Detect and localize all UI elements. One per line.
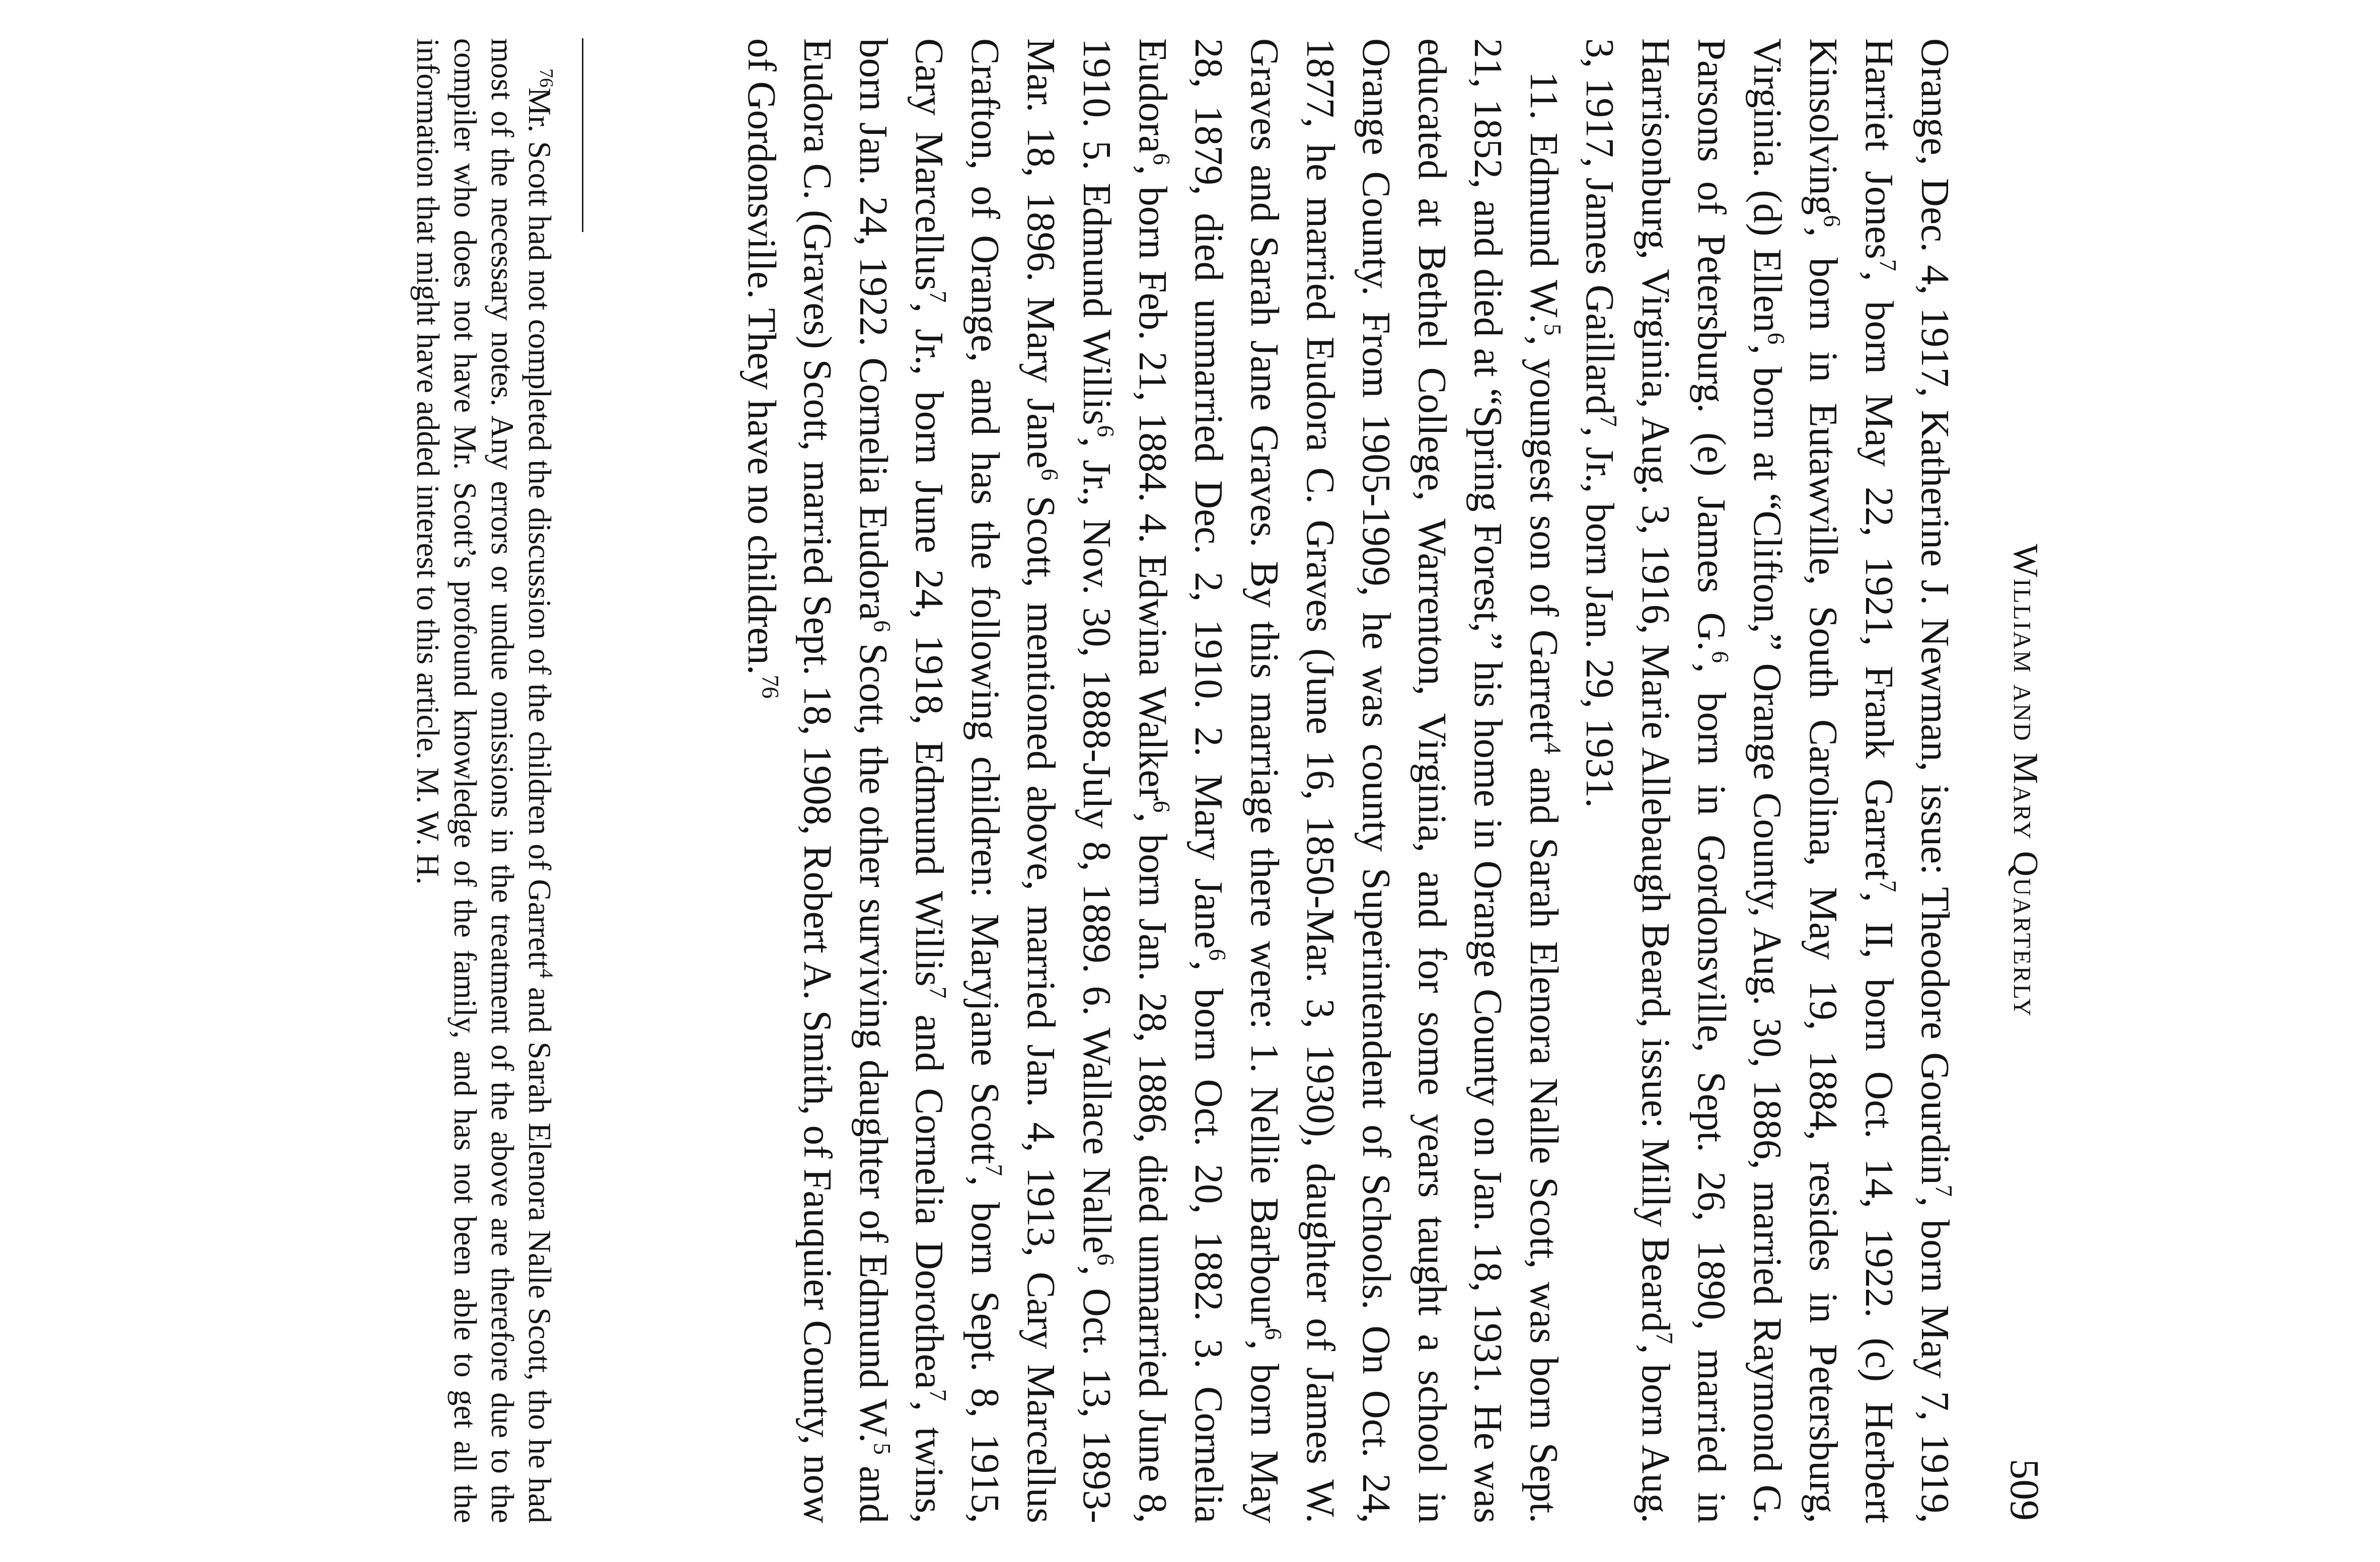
text-segment: , Jr., born June 24, 1918, Edmund Willis — [907, 303, 951, 987]
text-segment: , born May 7, 1919, Harriet Jones — [1857, 38, 1957, 1523]
text-segment: , Oct. 13, 1893-Mar. 18, 1896. Mary Jane — [1019, 38, 1119, 1524]
generation-superscript: 6 — [1092, 425, 1119, 437]
text-segment: , youngest son of Garrett — [1522, 335, 1566, 742]
text-segment: , born in Eutawville, South Carolina, May 19, 1884, resides in Petersburg, Virginia. (d) Ellen — [1745, 38, 1845, 1523]
text-segment: , born May 28, 1879, died unmarried Dec. 2, 1910. 2. Mary Jane — [1186, 38, 1286, 1523]
paragraph-2 — [733, 38, 1572, 1523]
text-segment: and Cornelia Dorothea — [907, 998, 951, 1389]
running-head: William and Mary Quarterly — [2006, 544, 2045, 1018]
text-segment: , born in Gordonsville, Sept. 26, 1890, married in Harrisonburg, Virginia, Aug. 3, 1916, Marie Allebaugh Beard, issue: Milly Beard — [1633, 38, 1733, 1524]
generation-superscript: 7 — [924, 290, 951, 303]
text-segment: Orange, Dec. 4, 1917, Katherine J. Newman, issue: Theodore Gourdin — [1913, 38, 1957, 1185]
text-segment: Mr. Scott had not completed the discussion of the children of Garrett — [522, 87, 557, 969]
generation-superscript: 7 — [1651, 1332, 1677, 1344]
generation-superscript: 6 — [1706, 651, 1733, 663]
generation-superscript: 6 — [1259, 1328, 1286, 1340]
generation-superscript: 7 — [980, 1164, 1007, 1176]
generation-superscript: 4 — [1539, 742, 1566, 755]
generation-superscript: 7 — [924, 1389, 951, 1401]
generation-superscript: 5 — [868, 1443, 895, 1455]
text-segment: , twins, born Jan. 24, 1922. Cornelia Eudora — [851, 38, 951, 1523]
page-header — [1993, 38, 2048, 1523]
text-segment: Scott, mentioned above, married Jan. 4, 1913, Cary Marcellus Crafton, of Orange, and has the following children: Maryjane Scott — [963, 38, 1063, 1523]
generation-superscript: 7 — [924, 986, 951, 999]
footnote-reference[interactable]: 76 — [757, 675, 783, 699]
generation-superscript: 6 — [1036, 469, 1063, 481]
generation-superscript: 7 — [1595, 415, 1621, 427]
footnote-marker: 76 — [536, 68, 557, 88]
generation-superscript: 5 — [1539, 323, 1566, 336]
scanned-page — [332, 38, 2048, 1523]
text-segment: , born Aug. 3, 1917, James Gaillard — [1578, 38, 1677, 1524]
generation-superscript: 7 — [1874, 880, 1901, 892]
text-segment: , Jr., born Jan. 29, 1931. — [1578, 426, 1621, 808]
text-segment: and Eudora C. (Graves) Scott, married Sept. 18, 1908, Robert A. Smith, of Fauquier County, now of Gordonsville. They have no children. — [739, 38, 895, 1523]
text-segment: and Sarah Elenora Nalle Scott, tho he had most of the necessary notes. Any errors or undue omissions in the treatment of the above are therefore due to the compiler who does not have Mr. Scott’s profound knowledge of the family, and has not been able to get all the information that might have added interest to this article. M. W. H. — [410, 38, 557, 1523]
text-segment: , Jr., Nov. 30, 1888-July 8, 1889. 6. Wallace Nalle — [1075, 437, 1119, 1254]
generation-superscript: 6 — [1092, 1253, 1119, 1266]
footnote-rule — [582, 38, 583, 232]
generation-superscript: 6 — [1762, 332, 1789, 345]
text-segment: , born Oct. 20, 1882. 3. Cornelia Eudora — [1131, 38, 1230, 1523]
generation-superscript: 6 — [1204, 948, 1230, 961]
text-segment: Scott, the other surviving daughter of Edmund W. — [851, 632, 895, 1443]
text-segment: 11. Edmund W. — [1522, 71, 1566, 324]
page-number: 509 — [2002, 1459, 2048, 1521]
generation-superscript: 4 — [536, 969, 557, 979]
footnote — [409, 38, 558, 1523]
text-segment: , born Sept. 8, 1915, Cary Marcellus — [907, 38, 1007, 1523]
generation-superscript: 7 — [1874, 259, 1901, 271]
generation-superscript: 6 — [868, 620, 895, 632]
generation-superscript: 6 — [1818, 215, 1845, 227]
generation-superscript: 6 — [1148, 800, 1174, 813]
text-segment: , born Feb. 21, 1884. 4. Edwina Walker — [1131, 165, 1174, 801]
text-segment: and Sarah Elenora Nalle Scott, was born Sept. 21, 1852, and died at “Spring Forest,” his home in Orange County on Jan. 18, 1931. He was educated at Bethel College, Warrenton, Virginia, and for some years taught a school in Orange County. From 1905-1909, he was county Superintendent of Schools. On Oct. 24, 1877, he married Eudora C. Graves (June 16, 1850-Mar. 3, 1930), daughter of James W. Graves and Sarah Jane Graves. By this marriage there were: 1. Nellie Barbour — [1242, 38, 1566, 1523]
text-segment: , born Jan. 28, 1886, died unmarried June 8, 1910. 5. Edmund Willis — [1075, 38, 1174, 1523]
text-segment: , born at “Clifton,” Orange County, Aug. 30, 1886, married Raymond G. Parsons of Petersburg. (e) James G. — [1689, 38, 1789, 1523]
generation-superscript: 6 — [1148, 153, 1174, 165]
text-segment: , born May 22, 1921, Frank Garret — [1857, 271, 1901, 880]
paragraph-1 — [1572, 38, 1963, 1523]
body-text — [733, 38, 1963, 1523]
generation-superscript: 7 — [1930, 1184, 1957, 1197]
text-segment: , II, born Oct. 14, 1922. (c) Herbert Kinsolving — [1801, 38, 1901, 1523]
